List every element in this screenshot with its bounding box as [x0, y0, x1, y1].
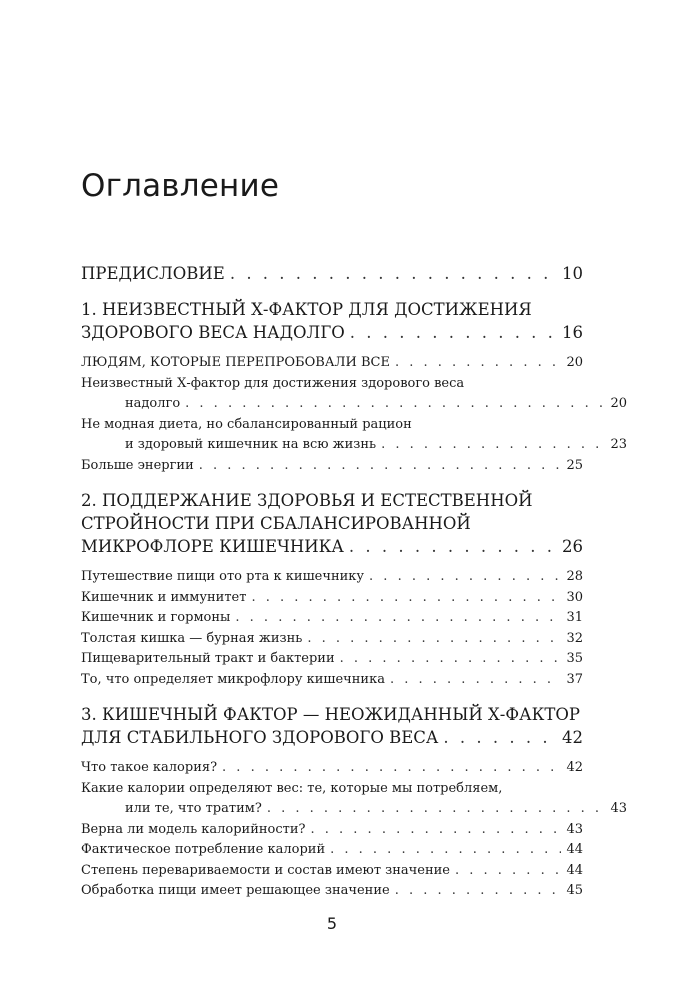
- dot-leader: [222, 758, 561, 779]
- toc-section-label: Обработка пищи имеет решающее значение: [81, 883, 390, 898]
- toc-chapter-heading[interactable]: [81, 298, 583, 344]
- dot-leader: [443, 726, 557, 749]
- book-page: [81, 0, 627, 1001]
- toc-section[interactable]: [81, 456, 583, 477]
- toc-entry-label: ПРЕДИСЛОВИЕ: [81, 264, 225, 283]
- toc-page-number: 10: [562, 264, 583, 283]
- toc-section-label-cont: или те, что тратим?: [125, 801, 262, 816]
- toc-chapter-title-line: ДЛЯ СТАБИЛЬНОГО ЗДОРОВОГО ВЕСА: [81, 728, 439, 747]
- toc-section-label: Больше энергии: [81, 457, 194, 473]
- toc-page-number: 42: [562, 728, 583, 747]
- dot-leader: [349, 535, 557, 558]
- toc-page-number: 32: [566, 630, 583, 646]
- toc-page-number: 43: [566, 821, 583, 837]
- dot-leader: [251, 588, 561, 609]
- dot-leader: [381, 435, 605, 456]
- toc-page-number: 28: [566, 569, 583, 584]
- toc-section-label: Пищеварительный тракт и бактерии: [81, 651, 335, 666]
- toc-section-label-cont: и здоровый кишечник на всю жизнь: [125, 437, 377, 452]
- toc-section[interactable]: [81, 881, 583, 902]
- dot-leader: [235, 608, 561, 629]
- toc-section-label: Путешествие пищи ото рта к кишечнику: [81, 569, 365, 584]
- toc-section[interactable]: [81, 840, 583, 861]
- dot-leader: [199, 456, 562, 477]
- toc-section[interactable]: [81, 353, 583, 374]
- toc-page-number: 20: [566, 355, 583, 370]
- toc-section[interactable]: [81, 649, 583, 670]
- toc-section-label: Какие калории определяют вес: те, которые мы потребляем,: [81, 780, 503, 796]
- toc-section[interactable]: [81, 608, 583, 629]
- toc-section-label: Фактическое потребление калорий: [81, 842, 326, 857]
- toc-section-label-cont: надолго: [125, 396, 181, 411]
- toc-chapter-title-line: 3. КИШЕЧНЫЙ ФАКТОР — НЕОЖИДАННЫЙ Х-ФАКТОР: [81, 705, 580, 724]
- toc-page-number: 16: [562, 323, 583, 342]
- toc-page-number: 26: [562, 537, 583, 556]
- toc-page-number: 30: [566, 589, 583, 605]
- toc-page-number: 45: [566, 883, 583, 898]
- dot-leader: [455, 861, 561, 882]
- toc-section-label: Что такое калория?: [81, 760, 218, 775]
- toc-page-number: 44: [566, 842, 583, 857]
- toc-section-label: Степень перевариваемости и состав имеют значение: [81, 862, 450, 878]
- dot-leader: [395, 881, 562, 902]
- toc-chapter-title-line: 1. НЕИЗВЕСТНЫЙ Х-ФАКТОР ДЛЯ ДОСТИЖЕНИЯ: [81, 300, 532, 319]
- toc-section-label: ЛЮДЯМ, КОТОРЫЕ ПЕРЕПРОБОВАЛИ ВСЕ: [81, 355, 390, 370]
- toc-chapter-heading[interactable]: [81, 703, 583, 749]
- dot-leader: [340, 649, 562, 670]
- toc-section[interactable]: [81, 779, 627, 820]
- toc-section-label: Кишечник и иммунитет: [81, 589, 247, 605]
- toc-section-label: Кишечник и гормоны: [81, 610, 231, 625]
- toc-section-label: Верна ли модель калорийности?: [81, 821, 306, 837]
- toc-chapter-2: [81, 489, 583, 690]
- toc-section[interactable]: [81, 567, 583, 588]
- toc-chapter-title-line: СТРОЙНОСТИ ПРИ СБАЛАНСИРОВАННОЙ: [81, 514, 471, 533]
- toc-section-label: То, что определяет микрофлору кишечника: [81, 671, 385, 687]
- toc-page-number: 20: [610, 396, 627, 411]
- dot-leader: [395, 353, 562, 374]
- toc-chapter-title-line: 2. ПОДДЕРЖАНИЕ ЗДОРОВЬЯ И ЕСТЕСТВЕННОЙ: [81, 491, 533, 510]
- toc-section[interactable]: [81, 820, 583, 841]
- toc-entry-preface[interactable]: [81, 262, 583, 285]
- dot-leader: [390, 670, 561, 691]
- table-of-contents: [81, 262, 627, 902]
- toc-section[interactable]: [81, 629, 583, 650]
- toc-section-label: Не модная диета, но сбалансированный рацион: [81, 416, 412, 432]
- toc-page-number: 23: [610, 437, 627, 452]
- toc-chapter-3: [81, 703, 627, 902]
- toc-page-number: 43: [610, 801, 627, 816]
- dot-leader: [311, 820, 562, 841]
- toc-section-label: Толстая кишка — бурная жизнь: [81, 630, 303, 646]
- toc-page-number: 35: [566, 651, 583, 666]
- toc-page-number: 37: [566, 671, 583, 687]
- toc-page-number: 44: [566, 862, 583, 878]
- toc-chapter-title-line: МИКРОФЛОРЕ КИШЕЧНИКА: [81, 537, 344, 556]
- page-title: Оглавление: [81, 168, 280, 204]
- dot-leader: [267, 799, 606, 820]
- dot-leader: [230, 262, 557, 285]
- toc-section[interactable]: [81, 670, 583, 691]
- toc-section[interactable]: [81, 415, 627, 456]
- dot-leader: [350, 321, 557, 344]
- toc-section-label: Неизвестный Х-фактор для достижения здорового веса: [81, 375, 465, 391]
- dot-leader: [330, 840, 561, 861]
- dot-leader: [307, 629, 561, 650]
- toc-chapter-1: [81, 298, 627, 476]
- toc-section[interactable]: [81, 374, 627, 415]
- toc-page-number: 42: [566, 760, 583, 775]
- toc-section[interactable]: [81, 588, 583, 609]
- toc-page-number: 25: [566, 457, 583, 473]
- dot-leader: [185, 394, 605, 415]
- dot-leader: [369, 567, 561, 588]
- toc-chapter-title-line: ЗДОРОВОГО ВЕСА НАДОЛГО: [81, 323, 345, 342]
- page-number: 5: [326, 914, 338, 933]
- toc-section[interactable]: [81, 861, 583, 882]
- toc-chapter-heading[interactable]: [81, 489, 583, 558]
- toc-section[interactable]: [81, 758, 583, 779]
- toc-page-number: 31: [566, 610, 583, 625]
